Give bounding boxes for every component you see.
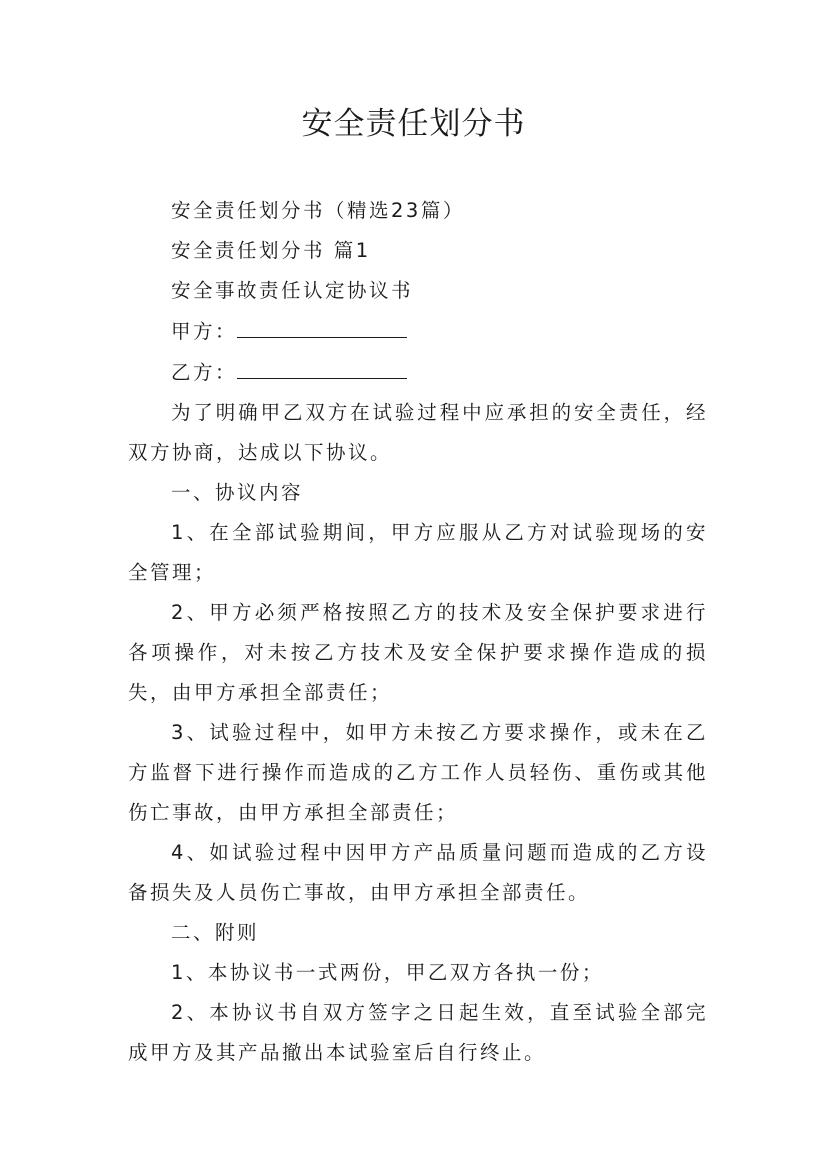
chapter-heading: 安全责任划分书 篇1 xyxy=(171,239,371,262)
party-b-blank xyxy=(237,352,407,379)
clause-1-3: 3、试验过程中，如甲方未按乙方要求操作，或未在乙方监督下进行操作而造成的乙方工作人员轻伤、重伤或其他伤亡事故，由甲方承担全部责任； xyxy=(128,721,708,824)
agreement-title: 安全事故责任认定协议书 xyxy=(171,279,414,302)
intro-paragraph: 为了明确甲乙双方在试验过程中应承担的安全责任，经双方协商，达成以下协议。 xyxy=(128,401,708,464)
party-b-label: 乙方： xyxy=(171,361,238,384)
party-b-line xyxy=(128,352,708,393)
subtitle-paragraph: 安全责任划分书（精选23篇） xyxy=(171,199,465,222)
clause-2-1: 1、本协议书一式两份，甲乙双方各执一份； xyxy=(171,961,604,984)
party-a-line xyxy=(128,311,708,352)
clause-1-1: 1、在全部试验期间，甲方应服从乙方对试验现场的安全管理； xyxy=(128,521,708,584)
clause-1-4: 4、如试验过程中因甲方产品质量问题而造成的乙方设备损失及人员伤亡事故，由甲方承担全部责任。 xyxy=(128,841,708,904)
document-body xyxy=(128,191,708,1073)
party-a-label: 甲方： xyxy=(171,320,238,343)
clause-2-2: 2、本协议书自双方签字之日起生效，直至试验全部完成甲方及其产品撤出本试验室后自行终止。 xyxy=(128,1001,708,1064)
document-title: 安全责任划分书 xyxy=(301,106,526,142)
party-a-blank xyxy=(237,311,407,338)
clause-1-2: 2、甲方必须严格按照乙方的技术及安全保护要求进行各项操作，对未按乙方技术及安全保护要求操作造成的损失，由甲方承担全部责任； xyxy=(128,601,708,704)
section-2-heading: 二、附则 xyxy=(171,921,260,944)
section-1-heading: 一、协议内容 xyxy=(171,481,304,504)
